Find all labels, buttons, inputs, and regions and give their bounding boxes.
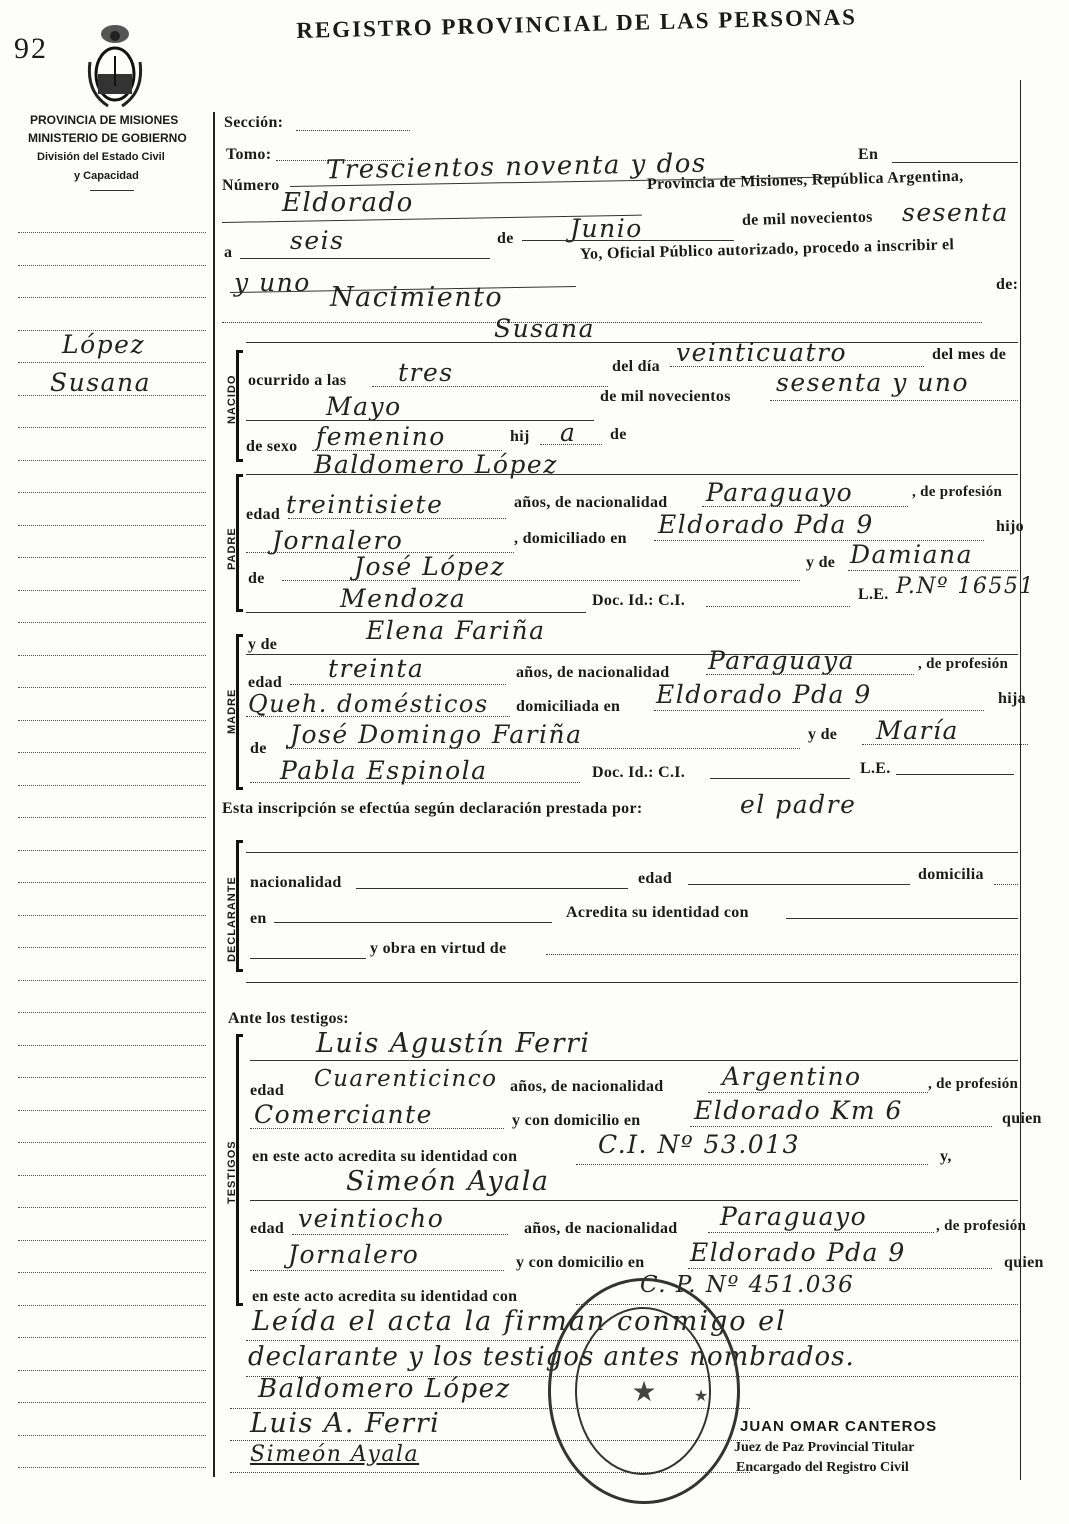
madre-domicilio-label: domiciliada en: [516, 698, 621, 715]
testigo2-domicilio-value: Eldorado Pda 9: [690, 1238, 906, 1267]
margin-rule-line: [18, 362, 206, 363]
abuelo-materno-value: José Domingo Fariña: [290, 720, 583, 749]
madre-profesion-label: , de profesión: [918, 656, 1009, 672]
firma-testigo-2: Simeón Ayala: [250, 1442, 420, 1467]
sexo-label: de sexo: [246, 438, 298, 455]
hijo-label: hijo: [996, 518, 1024, 535]
de-mil-2-label: de mil novecientos: [600, 388, 731, 405]
de-2-label: de: [610, 426, 627, 443]
padre-nacionalidad-label: años, de nacionalidad: [514, 494, 668, 511]
mes-value: Junio: [570, 214, 643, 243]
mes-nacimiento-value: Mayo: [326, 392, 402, 421]
de-label: de: [497, 230, 514, 247]
madre-nacionalidad-value: Paraguaya: [708, 646, 855, 675]
margin-rule-line: [18, 1110, 206, 1111]
document-title: REGISTRO PROVINCIAL DE LAS PERSONAS: [296, 4, 858, 43]
margin-divider: [213, 112, 215, 1477]
testigo2-nacionalidad-label: años, de nacionalidad: [524, 1220, 678, 1237]
seal-star-icon: [551, 1281, 737, 1501]
abuelo-paterno-value: José López: [354, 552, 506, 581]
dia-nacimiento-value: veinticuatro: [676, 338, 848, 367]
margin-rule-line: [18, 1435, 206, 1436]
acredita-label: Acredita su identidad con: [566, 904, 749, 921]
oficial-label: Yo, Oficial Público autorizado, procedo a inscribir el: [579, 236, 955, 263]
padre-edad-value: treintisiete: [286, 490, 444, 519]
numero-label: Número: [222, 177, 280, 194]
del-mes-label: del mes de: [932, 346, 1007, 363]
hija-label: hija: [998, 690, 1026, 707]
madre-le-label: L.E.: [860, 760, 891, 777]
testigo2-domicilio-label: y con domicilio en: [516, 1254, 645, 1271]
padre-nacionalidad-value: Paraguayo: [706, 478, 854, 507]
de-colon-label: de:: [996, 276, 1019, 293]
firma-testigo-1: Luis A. Ferri: [250, 1408, 441, 1439]
inscripcion-label: Esta inscripción se efectúa según declaración prestada por:: [222, 800, 643, 817]
anio-value-cont: y uno: [234, 268, 311, 297]
nacido-section-label: NACIDO: [226, 374, 238, 424]
testigo1-domicilio-label: y con domicilio en: [512, 1112, 641, 1129]
cierre-linea-2: declarante y los testigos antes nombrados.: [248, 1342, 855, 1372]
padre-nombre-value: Baldomero López: [314, 450, 558, 479]
obra-label: y obra en virtud de: [370, 940, 507, 957]
margin-rule-line: [18, 785, 206, 786]
margin-rule-line: [18, 687, 206, 688]
madre-edad-label: edad: [248, 674, 283, 691]
testigo1-edad-value: Cuarenticinco: [314, 1066, 498, 1092]
abuela-paterna-value: Damiana: [850, 540, 974, 569]
lugar-value: Eldorado: [282, 188, 414, 218]
dia-value: seis: [290, 226, 345, 255]
margin-rule-line: [18, 1045, 206, 1046]
madre-y-de-label: y de: [248, 636, 278, 653]
margin-rule-line: [18, 850, 206, 851]
testigo1-quien-label: quien: [1002, 1110, 1042, 1127]
capacity-line: y Capacidad: [74, 170, 139, 182]
margin-rule-line: [18, 525, 206, 526]
margin-rule-line: [18, 915, 206, 916]
padre-domicilio-label: , domiciliado en: [514, 530, 627, 547]
margin-rule-line: [18, 427, 206, 428]
anio-value: sesenta: [902, 198, 1009, 227]
margin-rule-line: [18, 752, 206, 753]
declarante-section-label: DECLARANTE: [226, 876, 238, 962]
margin-rule-line: [18, 980, 206, 981]
margin-rule-line: [18, 1272, 206, 1273]
margin-rule-line: [18, 590, 206, 591]
testigo1-profesion-value: Comerciante: [254, 1100, 433, 1129]
abuela-paterna-apellido: Mendoza: [340, 584, 467, 613]
a-label: a: [224, 244, 233, 261]
madre-de-label: de: [250, 740, 267, 757]
testigo1-nacionalidad-value: Argentino: [722, 1062, 862, 1091]
madre-edad-value: treinta: [328, 654, 425, 683]
testigo2-profesion-label: , de profesión: [936, 1218, 1027, 1234]
anio-nacimiento-value: sesenta y uno: [776, 368, 970, 397]
declarante-en-label: en: [250, 910, 267, 927]
padre-domicilio-value: Eldorado Pda 9: [658, 510, 874, 539]
official-seal-stamp: [548, 1278, 740, 1504]
sexo-value: femenino: [316, 422, 446, 451]
testigo1-doc-value: C.I. Nº 53.013: [598, 1130, 801, 1159]
ministry-line: MINISTERIO DE GOBIERNO: [28, 131, 187, 145]
testigo1-y-label: y,: [940, 1148, 952, 1165]
margin-rule-line: [18, 622, 206, 623]
tomo-label: Tomo:: [226, 146, 272, 163]
ocurrido-label: ocurrido a las: [248, 372, 347, 389]
margin-surname: López: [62, 330, 146, 359]
padre-profesion-label: , de profesión: [912, 484, 1003, 500]
header-underline: [90, 190, 134, 191]
declarante-edad-label: edad: [638, 870, 673, 887]
testigos-section-label: TESTIGOS: [226, 1140, 238, 1204]
firma-padre: Baldomero López: [258, 1374, 511, 1404]
testigo1-nacionalidad-label: años, de nacionalidad: [510, 1078, 664, 1095]
registrar-name: JUAN OMAR CANTEROS: [740, 1418, 938, 1435]
testigo2-doc-value: C. P. Nº 451.036: [640, 1272, 855, 1298]
svg-text:★: ★: [631, 1377, 657, 1408]
hij-label: hij: [510, 428, 530, 445]
testigo2-nacionalidad-value: Paraguayo: [720, 1202, 868, 1231]
registrar-role-2: Encargado del Registro Civil: [736, 1460, 909, 1475]
declarante-nacionalidad-label: nacionalidad: [250, 874, 342, 891]
abuela-materna-value: María: [876, 716, 959, 745]
padre-le-label: L.E.: [858, 586, 889, 603]
testigo1-acredita-label: en este acto acredita su identidad con: [252, 1148, 518, 1165]
testigos-label: Ante los testigos:: [228, 1010, 349, 1027]
page-number: 92: [14, 32, 48, 65]
padre-section-label: PADRE: [226, 527, 238, 570]
madre-profesion-value: Queh. domésticos: [248, 690, 489, 718]
margin-rule-line: [18, 557, 206, 558]
madre-section-label: MADRE: [226, 688, 238, 734]
margin-rule-line: [18, 655, 206, 656]
testigo2-edad-label: edad: [250, 1220, 285, 1237]
de-mil-label: de mil novecientos: [741, 208, 873, 229]
testigo2-quien-label: quien: [1004, 1254, 1044, 1271]
declarante-value: el padre: [740, 790, 857, 819]
testigo1-nombre-value: Luis Agustín Ferri: [316, 1028, 591, 1059]
margin-rule-line: [18, 1077, 206, 1078]
provincia-label: Provincia de Misiones, República Argentina,: [646, 167, 964, 193]
margin-rule-line: [18, 720, 206, 721]
margin-rule-line: [18, 460, 206, 461]
margin-rule-line: [18, 232, 206, 233]
margin-rule-line: [18, 1142, 206, 1143]
abuela-materna-apellido: Pabla Espinola: [280, 756, 488, 785]
testigo1-domicilio-value: Eldorado Km 6: [694, 1096, 903, 1125]
registrar-role: Juez de Paz Provincial Titular: [734, 1440, 915, 1455]
margin-rule-line: [18, 1370, 206, 1371]
margin-rule-line: [18, 1467, 206, 1468]
margin-rule-line: [18, 1012, 206, 1013]
cierre-linea-1: Leída el acta la firman conmigo el: [252, 1306, 787, 1337]
testigo2-edad-value: veintiocho: [298, 1204, 445, 1233]
testigo2-acredita-label: en este acto acredita su identidad con: [252, 1288, 518, 1305]
margin-rule-line: [18, 947, 206, 948]
padre-edad-label: edad: [246, 506, 281, 523]
padre-le-value: P.Nº 16551: [896, 574, 1035, 599]
hora-value: tres: [398, 358, 454, 387]
madre-y-de-2-label: y de: [808, 726, 838, 743]
testigo2-profesion-value: Jornalero: [288, 1240, 420, 1269]
margin-rule-line: [18, 1402, 206, 1403]
madre-nacionalidad-label: años, de nacionalidad: [516, 664, 670, 681]
madre-nombre-value: Elena Fariña: [366, 616, 546, 645]
margin-rule-line: [18, 265, 206, 266]
padre-profesion-value: Jornalero: [272, 526, 404, 555]
hij-suffix-value: a: [560, 418, 577, 447]
declarante-domicilia-label: domicilia: [918, 866, 984, 883]
province-line: PROVINCIA DE MISIONES: [30, 113, 179, 127]
padre-y-de-label: y de: [806, 554, 836, 571]
margin-rule-line: [18, 1305, 206, 1306]
margin-given-name: Susana: [50, 368, 151, 397]
margin-rule-line: [18, 882, 206, 883]
margin-rule-line: [18, 1240, 206, 1241]
madre-doc-label: Doc. Id.: C.I.: [592, 764, 686, 781]
testigo1-edad-label: edad: [250, 1082, 285, 1099]
margin-rule-line: [18, 1207, 206, 1208]
acta-type-value: Nacimiento: [330, 282, 504, 313]
nombre-value: Susana: [494, 314, 595, 343]
margin-rule-line: [18, 1337, 206, 1338]
seccion-label: Sección:: [224, 114, 284, 131]
testigo1-profesion-label: , de profesión: [928, 1076, 1019, 1092]
margin-rule-line: [18, 297, 206, 298]
madre-domicilio-value: Eldorado Pda 9: [656, 680, 872, 709]
margin-rule-line: [18, 1175, 206, 1176]
padre-de-label: de: [248, 570, 265, 587]
margin-rule-line: [18, 817, 206, 818]
numero-value: Trescientos noventa y dos: [325, 148, 707, 186]
en-label: En: [858, 146, 879, 163]
testigo2-nombre-value: Simeón Ayala: [346, 1166, 550, 1197]
division-line: División del Estado Civil: [37, 151, 165, 163]
margin-rule-line: [18, 492, 206, 493]
padre-doc-label: Doc. Id.: C.I.: [592, 592, 686, 609]
svg-text:★: ★: [693, 1388, 709, 1405]
del-dia-label: del día: [612, 358, 660, 375]
argentina-coat-of-arms-icon: [86, 22, 144, 115]
